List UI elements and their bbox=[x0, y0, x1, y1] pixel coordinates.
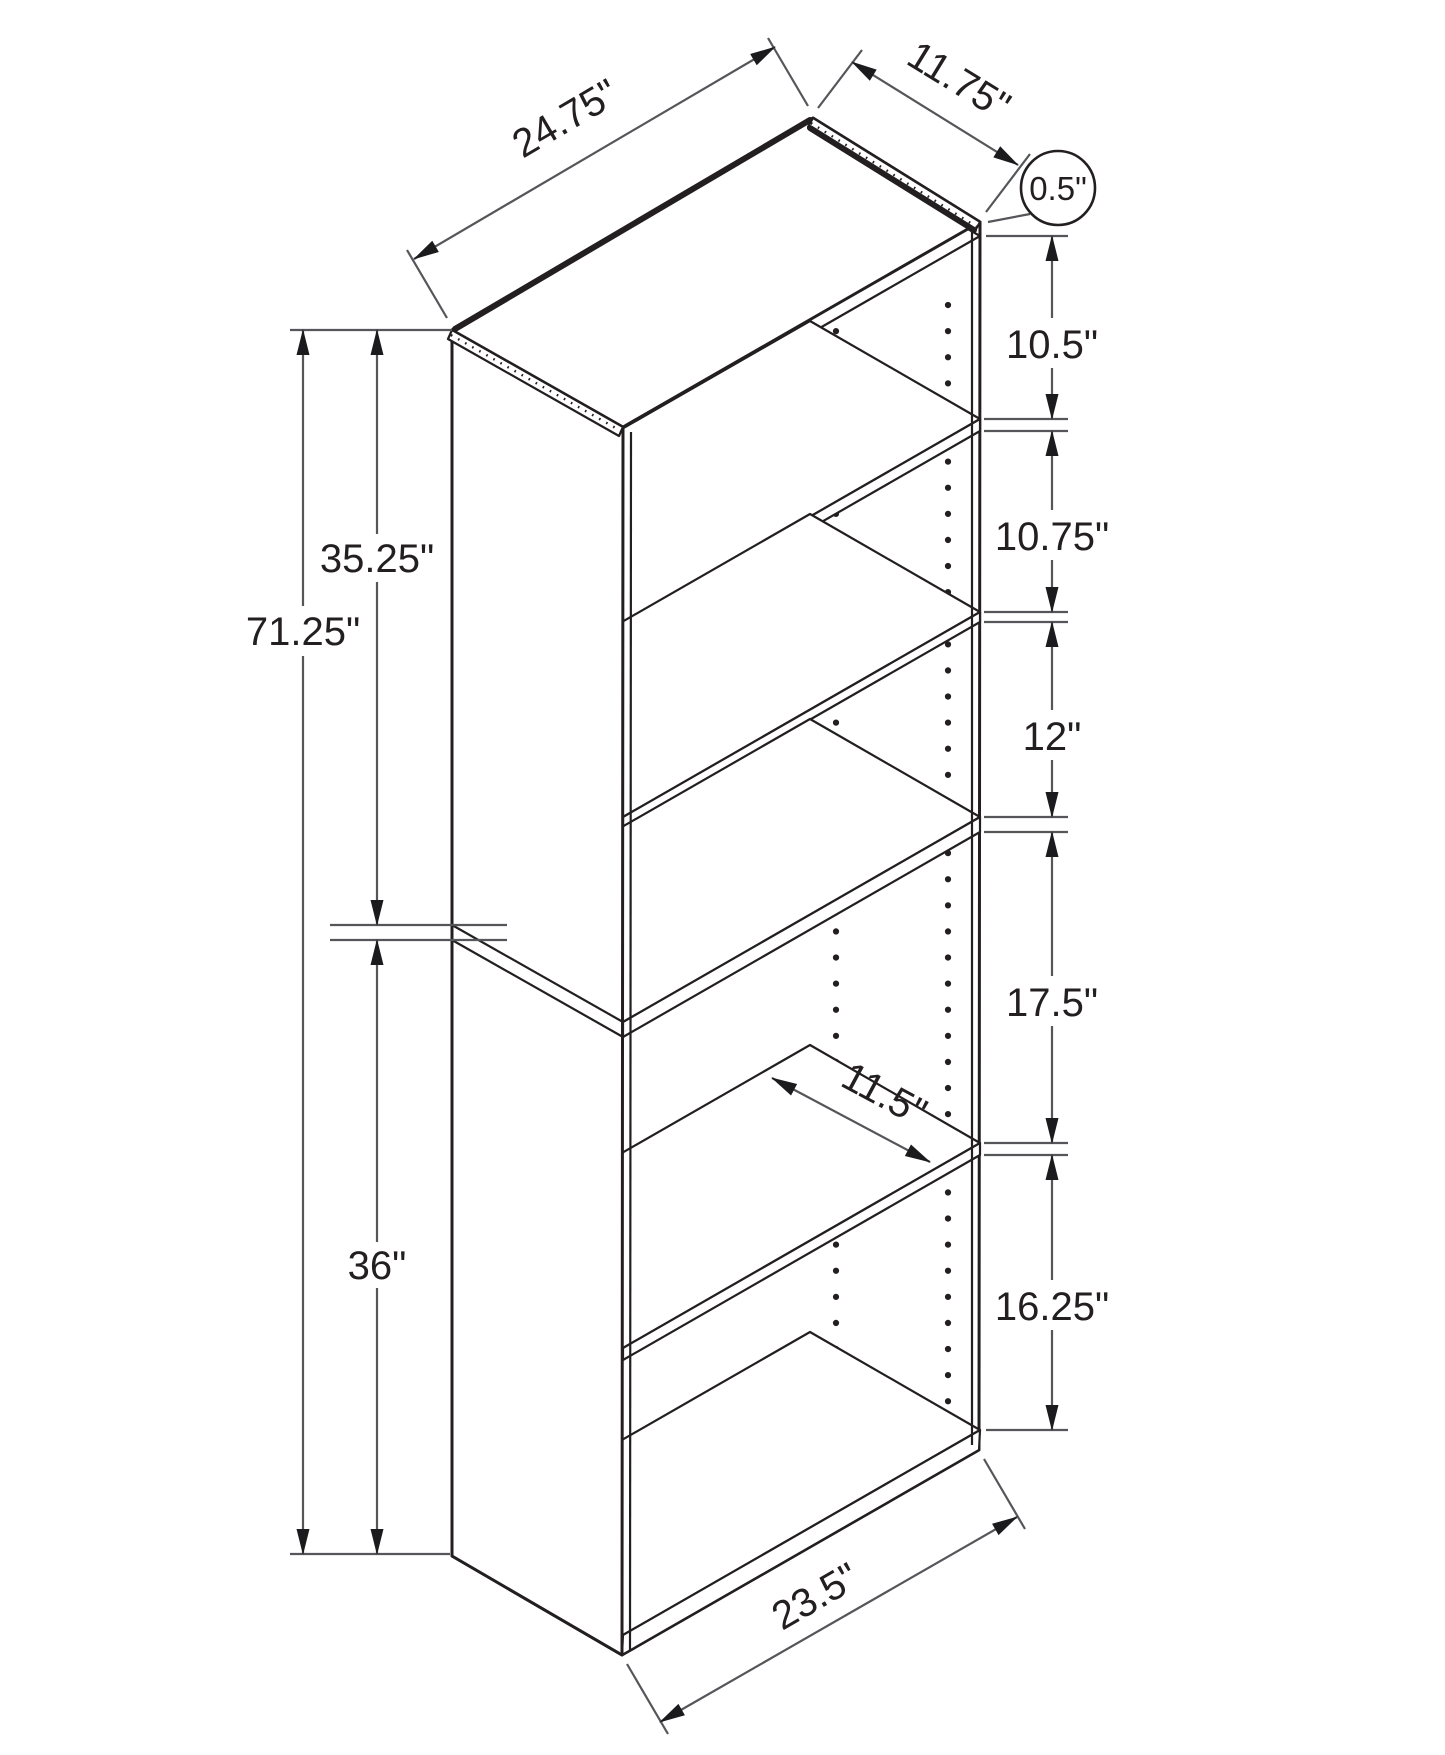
dim-opening-3 bbox=[1023, 622, 1082, 817]
dim-opening-4 bbox=[1006, 832, 1098, 1143]
lower-section-label: 36" bbox=[347, 1244, 407, 1288]
opening-5-label: 16.25" bbox=[994, 1285, 1110, 1329]
front-left-inner-edge bbox=[630, 432, 631, 1650]
bookcase-drawing bbox=[448, 118, 980, 1655]
dim-total-height bbox=[246, 330, 360, 1554]
opening-2-label: 10.75" bbox=[994, 515, 1110, 559]
top-depth-label: 11.75" bbox=[899, 33, 1018, 129]
dim-opening-5 bbox=[995, 1155, 1109, 1430]
dim-opening-2 bbox=[995, 431, 1109, 612]
panel-thickness-label: 0.5" bbox=[1029, 170, 1087, 207]
shelf-depth-label: 11.5" bbox=[834, 1054, 934, 1136]
opening-1-label: 10.5" bbox=[1005, 323, 1099, 367]
dim-lower-section bbox=[348, 940, 407, 1554]
opening-3-label: 12" bbox=[1022, 715, 1082, 759]
dim-opening-1 bbox=[1006, 236, 1098, 419]
base-width-label: 23.5" bbox=[764, 1554, 867, 1639]
opening-4-label: 17.5" bbox=[1005, 981, 1099, 1025]
top-width-label: 24.75" bbox=[504, 70, 626, 167]
upper-section-label: 35.25" bbox=[319, 537, 435, 581]
left-side-panel bbox=[452, 330, 623, 1655]
total-height-label: 71.25" bbox=[245, 610, 361, 654]
